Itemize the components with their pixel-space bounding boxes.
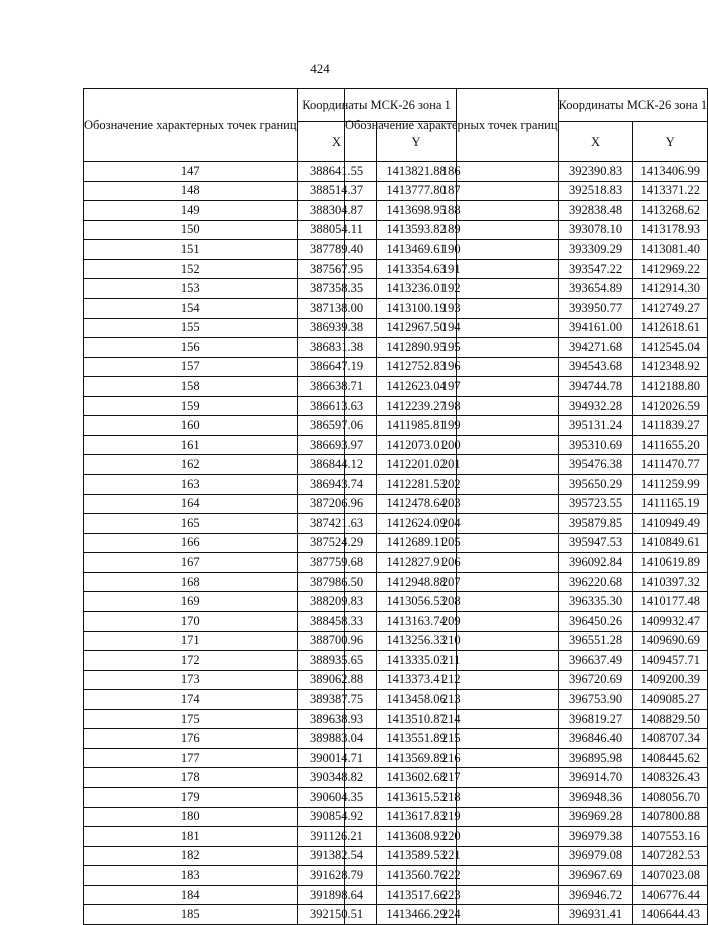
point-id-cell: 169 [84, 592, 298, 612]
x-cell: 388514.37 [297, 181, 376, 201]
x-cell: 396819.27 [558, 709, 633, 729]
y-cell: 1409085.27 [633, 690, 708, 710]
point-id-cell: 180 [84, 807, 298, 827]
x-cell: 392838.48 [558, 201, 633, 221]
y-cell: 1407800.88 [633, 807, 708, 827]
point-id-cell: 147 [84, 162, 298, 182]
y-cell: 1413354.63 [376, 259, 456, 279]
coordinates-table-right [344, 88, 708, 925]
table-row [345, 592, 708, 612]
point-id-cell: 223 [345, 885, 559, 905]
point-id-cell: 206 [345, 553, 559, 573]
point-id-cell: 170 [84, 611, 298, 631]
table-row [345, 162, 708, 182]
y-cell: 1413510.87 [376, 709, 456, 729]
table-row [345, 357, 708, 377]
x-cell: 393309.29 [558, 240, 633, 260]
x-cell: 396931.41 [558, 905, 633, 925]
y-cell: 1413589.53 [376, 846, 456, 866]
point-id-cell: 193 [345, 298, 559, 318]
y-cell: 1413593.82 [376, 220, 456, 240]
table-row [345, 318, 708, 338]
x-cell: 396450.26 [558, 611, 633, 631]
point-id-cell: 178 [84, 768, 298, 788]
x-cell: 394161.00 [558, 318, 633, 338]
table-row [345, 572, 708, 592]
table-row [345, 748, 708, 768]
y-cell: 1408829.50 [633, 709, 708, 729]
y-cell: 1412239.27 [376, 396, 456, 416]
y-cell: 1412749.27 [633, 298, 708, 318]
point-id-cell: 192 [345, 279, 559, 299]
x-cell: 390854.92 [297, 807, 376, 827]
point-id-cell: 173 [84, 670, 298, 690]
table-row [345, 455, 708, 475]
x-cell: 396895.98 [558, 748, 633, 768]
point-id-cell: 149 [84, 201, 298, 221]
point-id-cell: 204 [345, 514, 559, 534]
point-id-cell: 202 [345, 475, 559, 495]
point-id-cell: 184 [84, 885, 298, 905]
point-id-cell: 188 [345, 201, 559, 221]
x-cell: 396946.72 [558, 885, 633, 905]
y-cell: 1410849.61 [633, 533, 708, 553]
y-cell: 1412752.83 [376, 357, 456, 377]
point-id-cell: 189 [345, 220, 559, 240]
x-cell: 393950.77 [558, 298, 633, 318]
x-cell: 387524.29 [297, 533, 376, 553]
x-cell: 386844.12 [297, 455, 376, 475]
table-row [345, 670, 708, 690]
point-id-cell: 219 [345, 807, 559, 827]
point-id-cell: 175 [84, 709, 298, 729]
table-row [345, 866, 708, 886]
table-row [345, 709, 708, 729]
table-row [345, 533, 708, 553]
y-cell: 1412281.53 [376, 475, 456, 495]
y-cell: 1413371.22 [633, 181, 708, 201]
point-id-cell: 186 [345, 162, 559, 182]
point-id-cell: 150 [84, 220, 298, 240]
point-id-cell: 220 [345, 827, 559, 847]
y-cell: 1412188.80 [633, 377, 708, 397]
x-cell: 391628.79 [297, 866, 376, 886]
y-cell: 1413517.66 [376, 885, 456, 905]
point-id-cell: 164 [84, 494, 298, 514]
y-cell: 1412969.22 [633, 259, 708, 279]
y-cell: 1409690.69 [633, 631, 708, 651]
x-cell: 390014.71 [297, 748, 376, 768]
y-cell: 1407023.08 [633, 866, 708, 886]
x-cell: 387421.63 [297, 514, 376, 534]
table-row [345, 905, 708, 925]
x-cell: 395723.55 [558, 494, 633, 514]
point-id-cell: 222 [345, 866, 559, 886]
y-cell: 1413100.19 [376, 298, 456, 318]
point-id-cell: 155 [84, 318, 298, 338]
y-cell: 1409932.47 [633, 611, 708, 631]
y-cell: 1410397.32 [633, 572, 708, 592]
point-id-cell: 166 [84, 533, 298, 553]
x-cell: 396969.28 [558, 807, 633, 827]
table-row [345, 768, 708, 788]
x-cell: 386613.63 [297, 396, 376, 416]
x-cell: 388935.65 [297, 651, 376, 671]
point-id-cell: 200 [345, 435, 559, 455]
point-id-cell: 221 [345, 846, 559, 866]
point-id-cell: 167 [84, 553, 298, 573]
x-cell: 386693.97 [297, 435, 376, 455]
header-designation: Обозначение характерных точек границ [84, 89, 298, 162]
x-cell: 396979.38 [558, 827, 633, 847]
table-row [345, 416, 708, 436]
x-cell: 388700.96 [297, 631, 376, 651]
y-cell: 1413466.29 [376, 905, 456, 925]
point-id-cell: 199 [345, 416, 559, 436]
y-cell: 1412948.88 [376, 572, 456, 592]
y-cell: 1406776.44 [633, 885, 708, 905]
x-cell: 393078.10 [558, 220, 633, 240]
table-row [345, 396, 708, 416]
x-cell: 387789.40 [297, 240, 376, 260]
y-cell: 1413602.68 [376, 768, 456, 788]
x-cell: 396846.40 [558, 729, 633, 749]
x-cell: 388641.55 [297, 162, 376, 182]
x-cell: 394271.68 [558, 338, 633, 358]
point-id-cell: 177 [84, 748, 298, 768]
y-cell: 1411165.19 [633, 494, 708, 514]
x-cell: 386939.38 [297, 318, 376, 338]
point-id-cell: 179 [84, 788, 298, 808]
table-row [345, 435, 708, 455]
x-cell: 391898.64 [297, 885, 376, 905]
x-cell: 395476.38 [558, 455, 633, 475]
y-cell: 1412545.04 [633, 338, 708, 358]
x-cell: 396335.30 [558, 592, 633, 612]
y-cell: 1408056.70 [633, 788, 708, 808]
y-cell: 1413777.80 [376, 181, 456, 201]
point-id-cell: 195 [345, 338, 559, 358]
x-cell: 391382.54 [297, 846, 376, 866]
y-cell: 1408707.34 [633, 729, 708, 749]
y-cell: 1411655.20 [633, 435, 708, 455]
y-cell: 1412623.04 [376, 377, 456, 397]
point-id-cell: 153 [84, 279, 298, 299]
point-id-cell: 181 [84, 827, 298, 847]
y-cell: 1413560.76 [376, 866, 456, 886]
header-coords-title: Координаты МСК-26 зона 1 [297, 89, 456, 122]
point-id-cell: 168 [84, 572, 298, 592]
y-cell: 1413821.88 [376, 162, 456, 182]
point-id-cell: 171 [84, 631, 298, 651]
y-cell: 1411259.99 [633, 475, 708, 495]
y-cell: 1410619.89 [633, 553, 708, 573]
point-id-cell: 154 [84, 298, 298, 318]
x-cell: 387138.00 [297, 298, 376, 318]
header-x: X [558, 122, 633, 162]
y-cell: 1413569.89 [376, 748, 456, 768]
point-id-cell: 207 [345, 572, 559, 592]
table-row [345, 377, 708, 397]
x-cell: 396753.90 [558, 690, 633, 710]
x-cell: 396220.68 [558, 572, 633, 592]
x-cell: 393547.22 [558, 259, 633, 279]
point-id-cell: 218 [345, 788, 559, 808]
table-row [345, 494, 708, 514]
point-id-cell: 211 [345, 651, 559, 671]
y-cell: 1412689.11 [376, 533, 456, 553]
point-id-cell: 197 [345, 377, 559, 397]
point-id-cell: 194 [345, 318, 559, 338]
x-cell: 387986.50 [297, 572, 376, 592]
y-cell: 1411985.81 [376, 416, 456, 436]
y-cell: 1413406.99 [633, 162, 708, 182]
point-id-cell: 165 [84, 514, 298, 534]
y-cell: 1413335.03 [376, 651, 456, 671]
x-cell: 395947.53 [558, 533, 633, 553]
x-cell: 396092.84 [558, 553, 633, 573]
point-id-cell: 148 [84, 181, 298, 201]
point-id-cell: 187 [345, 181, 559, 201]
table-row [345, 338, 708, 358]
x-cell: 389883.04 [297, 729, 376, 749]
x-cell: 386638.71 [297, 377, 376, 397]
x-cell: 396720.69 [558, 670, 633, 690]
y-cell: 1413056.53 [376, 592, 456, 612]
y-cell: 1411470.77 [633, 455, 708, 475]
point-id-cell: 191 [345, 259, 559, 279]
y-cell: 1406644.43 [633, 905, 708, 925]
y-cell: 1412914.30 [633, 279, 708, 299]
point-id-cell: 160 [84, 416, 298, 436]
x-cell: 392390.83 [558, 162, 633, 182]
x-cell: 396948.36 [558, 788, 633, 808]
y-cell: 1408326.43 [633, 768, 708, 788]
y-cell: 1413608.93 [376, 827, 456, 847]
header-x: X [297, 122, 376, 162]
x-cell: 388054.11 [297, 220, 376, 240]
table-row [345, 827, 708, 847]
point-id-cell: 156 [84, 338, 298, 358]
x-cell: 396967.69 [558, 866, 633, 886]
point-id-cell: 203 [345, 494, 559, 514]
table-row [345, 690, 708, 710]
x-cell: 390604.35 [297, 788, 376, 808]
y-cell: 1413178.93 [633, 220, 708, 240]
point-id-cell: 209 [345, 611, 559, 631]
point-id-cell: 176 [84, 729, 298, 749]
point-id-cell: 159 [84, 396, 298, 416]
point-id-cell: 208 [345, 592, 559, 612]
y-cell: 1410177.48 [633, 592, 708, 612]
point-id-cell: 210 [345, 631, 559, 651]
x-cell: 386943.74 [297, 475, 376, 495]
y-cell: 1413081.40 [633, 240, 708, 260]
point-id-cell: 214 [345, 709, 559, 729]
y-cell: 1413373.41 [376, 670, 456, 690]
x-cell: 394932.28 [558, 396, 633, 416]
table-row [345, 240, 708, 260]
y-cell: 1413615.53 [376, 788, 456, 808]
x-cell: 396979.08 [558, 846, 633, 866]
y-cell: 1412827.91 [376, 553, 456, 573]
y-cell: 1407282.53 [633, 846, 708, 866]
table-row [345, 279, 708, 299]
table-row [345, 651, 708, 671]
x-cell: 387206.96 [297, 494, 376, 514]
x-cell: 396914.70 [558, 768, 633, 788]
x-cell: 394744.78 [558, 377, 633, 397]
point-id-cell: 217 [345, 768, 559, 788]
x-cell: 393654.89 [558, 279, 633, 299]
x-cell: 392150.51 [297, 905, 376, 925]
y-cell: 1412201.02 [376, 455, 456, 475]
point-id-cell: 172 [84, 651, 298, 671]
y-cell: 1413256.33 [376, 631, 456, 651]
table-row [345, 298, 708, 318]
point-id-cell: 163 [84, 475, 298, 495]
y-cell: 1412624.09 [376, 514, 456, 534]
point-id-cell: 183 [84, 866, 298, 886]
x-cell: 392518.83 [558, 181, 633, 201]
x-cell: 395879.85 [558, 514, 633, 534]
table-row [345, 181, 708, 201]
y-cell: 1413458.06 [376, 690, 456, 710]
y-cell: 1413268.62 [633, 201, 708, 221]
x-cell: 390348.82 [297, 768, 376, 788]
y-cell: 1413551.89 [376, 729, 456, 749]
point-id-cell: 157 [84, 357, 298, 377]
table-row [345, 631, 708, 651]
table-row [345, 846, 708, 866]
x-cell: 395310.69 [558, 435, 633, 455]
x-cell: 395650.29 [558, 475, 633, 495]
table-row [345, 475, 708, 495]
header-y: Y [376, 122, 456, 162]
y-cell: 1412478.64 [376, 494, 456, 514]
point-id-cell: 224 [345, 905, 559, 925]
page-number: 424 [310, 61, 330, 76]
x-cell: 396637.49 [558, 651, 633, 671]
point-id-cell: 216 [345, 748, 559, 768]
point-id-cell: 162 [84, 455, 298, 475]
y-cell: 1413163.74 [376, 611, 456, 631]
y-cell: 1409457.71 [633, 651, 708, 671]
header-coords-title: Координаты МСК-26 зона 1 [558, 89, 708, 122]
point-id-cell: 201 [345, 455, 559, 475]
y-cell: 1410949.49 [633, 514, 708, 534]
x-cell: 389387.75 [297, 690, 376, 710]
point-id-cell: 174 [84, 690, 298, 710]
table-row [345, 553, 708, 573]
table-row [345, 788, 708, 808]
header-designation: Обозначение характерных точек границ [345, 89, 559, 162]
x-cell: 396551.28 [558, 631, 633, 651]
y-cell: 1412348.92 [633, 357, 708, 377]
table-row [345, 259, 708, 279]
table-row [345, 611, 708, 631]
point-id-cell: 205 [345, 533, 559, 553]
y-cell: 1409200.39 [633, 670, 708, 690]
x-cell: 387358.35 [297, 279, 376, 299]
point-id-cell: 190 [345, 240, 559, 260]
x-cell: 394543.68 [558, 357, 633, 377]
point-id-cell: 151 [84, 240, 298, 260]
table-row [345, 514, 708, 534]
y-cell: 1412618.61 [633, 318, 708, 338]
table-row [345, 885, 708, 905]
point-id-cell: 161 [84, 435, 298, 455]
y-cell: 1412890.95 [376, 338, 456, 358]
y-cell: 1413617.83 [376, 807, 456, 827]
table-row [345, 729, 708, 749]
point-id-cell: 213 [345, 690, 559, 710]
y-cell: 1413236.01 [376, 279, 456, 299]
y-cell: 1411839.27 [633, 416, 708, 436]
point-id-cell: 152 [84, 259, 298, 279]
x-cell: 391126.21 [297, 827, 376, 847]
y-cell: 1413698.95 [376, 201, 456, 221]
x-cell: 386647.19 [297, 357, 376, 377]
header-y: Y [633, 122, 708, 162]
y-cell: 1408445.62 [633, 748, 708, 768]
x-cell: 387759.68 [297, 553, 376, 573]
x-cell: 387567.95 [297, 259, 376, 279]
x-cell: 386597.06 [297, 416, 376, 436]
x-cell: 395131.24 [558, 416, 633, 436]
table-row [345, 807, 708, 827]
point-id-cell: 196 [345, 357, 559, 377]
point-id-cell: 158 [84, 377, 298, 397]
x-cell: 389638.93 [297, 709, 376, 729]
point-id-cell: 198 [345, 396, 559, 416]
point-id-cell: 182 [84, 846, 298, 866]
y-cell: 1412073.01 [376, 435, 456, 455]
x-cell: 386831.38 [297, 338, 376, 358]
table-body-right [345, 162, 708, 925]
x-cell: 388209.83 [297, 592, 376, 612]
table-row [345, 220, 708, 240]
y-cell: 1413469.61 [376, 240, 456, 260]
y-cell: 1407553.16 [633, 827, 708, 847]
x-cell: 389062.88 [297, 670, 376, 690]
y-cell: 1412026.59 [633, 396, 708, 416]
point-id-cell: 215 [345, 729, 559, 749]
point-id-cell: 185 [84, 905, 298, 925]
table-row [345, 201, 708, 221]
point-id-cell: 212 [345, 670, 559, 690]
x-cell: 388304.87 [297, 201, 376, 221]
x-cell: 388458.33 [297, 611, 376, 631]
y-cell: 1412967.50 [376, 318, 456, 338]
